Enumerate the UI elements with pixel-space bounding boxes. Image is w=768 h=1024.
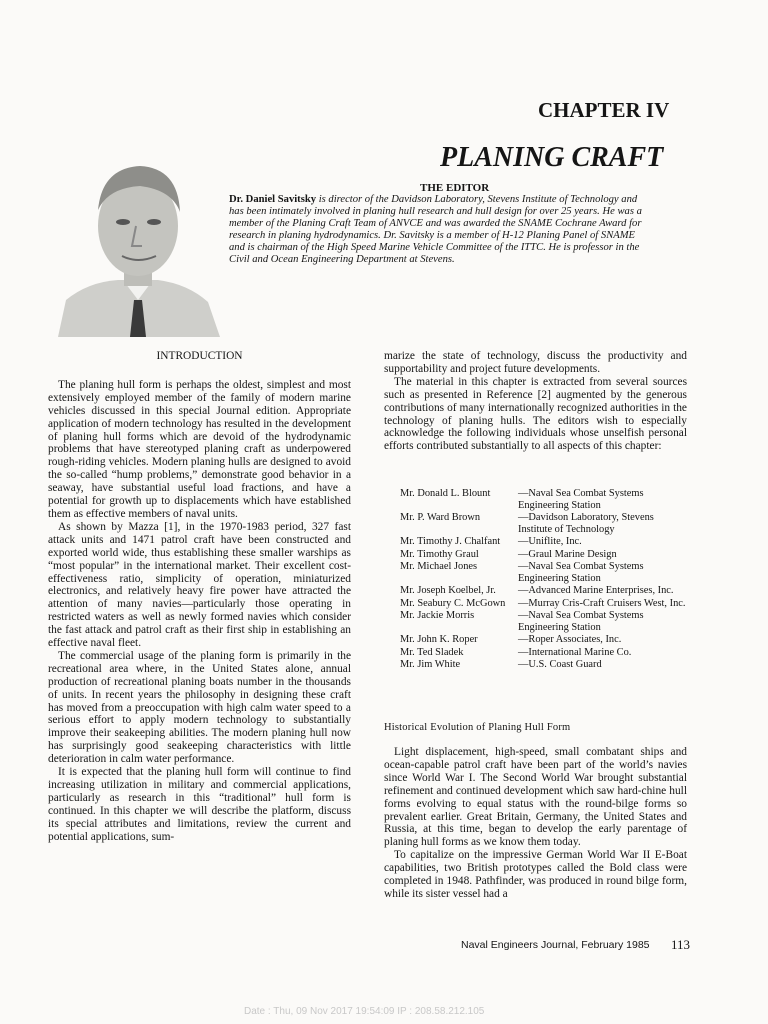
body-paragraph: marize the state of technology, discuss the productivity and supportability and project future developments. [384, 350, 687, 375]
ack-affiliation: —Davidson Laboratory, Stevens Institute of Technology [518, 512, 654, 535]
acknowledgement-row [400, 610, 688, 633]
acknowledgement-row [400, 536, 688, 548]
ack-name: Mr. Ted Sladek [400, 646, 464, 658]
acknowledgement-row [400, 561, 688, 584]
editor-bio-line: and is chairman of the High Speed Marine Vehicle Committee of the ITTC. He is professor in the [229, 242, 640, 253]
ack-affiliation: —Naval Sea Combat Systems Engineering Station [518, 488, 644, 511]
section-heading-introduction: INTRODUCTION [156, 350, 243, 362]
acknowledgement-row [400, 549, 688, 561]
ack-affiliation: —Graul Marine Design [518, 548, 617, 560]
body-paragraph: The planing hull form is perhaps the oldest, simplest and most extensively employed member of the family of modern marine vehicles discussed in this special Journal edition. Appropriate application of modern technology has resulted in the development of planing hull forms which are devoid of the hydrodynamic problems that have stereotyped planing craft as underpowered rough-riding vehicles. Modern planing hulls are designed to avoid the so-called “hump problems,” demonstrate good behavior in a seaway, have substantial useful load fractions, and have a potential for growth up to displacements which have established them as effective members of naval units. [48, 378, 351, 520]
ack-name: Mr. John K. Roper [400, 634, 478, 645]
left-column [48, 350, 351, 844]
ack-affiliation: —International Marine Co. [518, 646, 632, 658]
acknowledgement-row [400, 634, 688, 646]
body-paragraph: Light displacement, high-speed, small combatant ships and ocean-capable patrol craft have been part of the world’s navies since World War I. The Second World War brought substantial refinement and continued development which saw hard-chine hull forms evolving to equal status with the round-bilge forms so prevalent earlier. Great Britain, Germany, the United States and Russia, at this time, began to develop the early parentage of planing hull forms as we know them today. [384, 746, 687, 849]
acknowledgements-list [400, 488, 688, 672]
ack-affiliation: —Naval Sea Combat Systems Engineering Station [518, 561, 644, 584]
editor-bio-line: is director of the Davidson Laboratory, Stevens Institute of Technology and [318, 194, 638, 205]
acknowledgement-row [400, 512, 688, 535]
ack-affiliation: —Uniflite, Inc. [518, 536, 582, 547]
ack-name: Mr. Michael Jones [400, 561, 478, 572]
ack-name: Mr. Donald L. Blount [400, 488, 491, 499]
acknowledgement-row [400, 598, 688, 610]
ack-affiliation: —Murray Cris-Craft Cruisers West, Inc. [518, 597, 686, 609]
journal-citation: Naval Engineers Journal, February 1985 [461, 939, 650, 951]
editor-name: Dr. Daniel Savitsky [229, 194, 317, 205]
acknowledgement-row [400, 585, 688, 597]
right-column [384, 350, 687, 453]
page-number: 113 [671, 937, 691, 952]
body-paragraph: As shown by Mazza [1], in the 1970-1983 period, 327 fast attack units and 1471 patrol craft have been constructed and exported world wide, thus establishing these smaller warships as “most popular” in the international market. Their excellent cost-effectiveness ratio, simplicity of operation, miniaturized electronics, and relatively heavy fire power have attracted the attention of many navies—particularly those operating in restricted waters as well as newly formed navies which consider the fast attack and patrol craft as their first ship in establishing an effective naval fleet. [48, 520, 351, 650]
acknowledgement-row [400, 659, 688, 671]
acknowledgement-row [400, 488, 688, 511]
editor-photo [48, 150, 228, 337]
download-stamp: Date : Thu, 09 Nov 2017 19:54:09 IP : 208.58.212.105 [244, 1006, 485, 1017]
editor-label: THE EDITOR [420, 182, 490, 194]
body-paragraph: It is expected that the planing hull form will continue to find increasing utilization in military and commercial applications, particularly as research in this “traditional” hull form is continued. In this chapter we will describe the platform, discuss its special attributes and limitations, review the current and potential applications, sum- [48, 766, 351, 843]
editor-bio [229, 194, 689, 266]
ack-affiliation: —Roper Associates, Inc. [518, 634, 622, 645]
editor-bio-line: Civil and Ocean Engineering Department at Stevens. [229, 254, 455, 265]
ack-name: Mr. Timothy J. Chalfant [400, 536, 501, 547]
section-heading-history: Historical Evolution of Planing Hull Form [384, 722, 571, 733]
ack-name: Mr. Seabury C. McGown [400, 597, 506, 609]
ack-name: Mr. P. Ward Brown [400, 512, 481, 523]
chapter-number: CHAPTER IV [538, 98, 670, 122]
ack-affiliation: —Advanced Marine Enterprises, Inc. [518, 585, 674, 596]
history-section [384, 746, 687, 901]
editor-bio-line: member of the Planing Craft Team of ANVCE and was awarded the SNAME Cochrane Award for [229, 218, 642, 229]
ack-name: Mr. Joseph Koelbel, Jr. [400, 585, 496, 596]
editor-bio-line: has been intimately involved in planing hull research and hull design for over 25 years. He was a [229, 206, 642, 217]
ack-name: Mr. Jackie Morris [400, 610, 475, 621]
acknowledgement-row [400, 647, 688, 659]
body-paragraph: The material in this chapter is extracted from several sources such as presented in Reference [2] augmented by the generous contributions of many internationally recognized authorities in the technology of planing hulls. The editors wish to especially acknowledge the following individuals whose unselfish personal efforts contributed substantially to all aspects of this chapter: [384, 375, 687, 453]
ack-name: Mr. Jim White [400, 659, 461, 670]
ack-affiliation: —U.S. Coast Guard [518, 659, 602, 670]
chapter-title: PLANING CRAFT [440, 142, 664, 173]
body-paragraph: The commercial usage of the planing form is primarily in the recreational area where, in the United States alone, annual production of recreational planing boats number in the thousands of units. In recent years the philosophy in designing these craft has moved from a preoccupation with high calm water speed to a serious effort to apply modern technology to substantially improve their seakeeping abilities. The modern planing hull now has surprisingly good seakeeping characteristics with little deterioration in calm water performance. [48, 649, 351, 766]
editor-bio-line: research in planing hydrodynamics. Dr. Savitsky is a member of H-12 Planing Panel of SNAME [229, 230, 636, 241]
ack-affiliation: —Naval Sea Combat Systems Engineering Station [518, 610, 644, 633]
ack-name: Mr. Timothy Graul [400, 548, 479, 560]
body-paragraph: To capitalize on the impressive German World War II E-Boat capabilities, two British prototypes called the Bold class were completed in 1948. Pathfinder, was produced in round bilge form, while its sister vessel had a [384, 849, 687, 900]
